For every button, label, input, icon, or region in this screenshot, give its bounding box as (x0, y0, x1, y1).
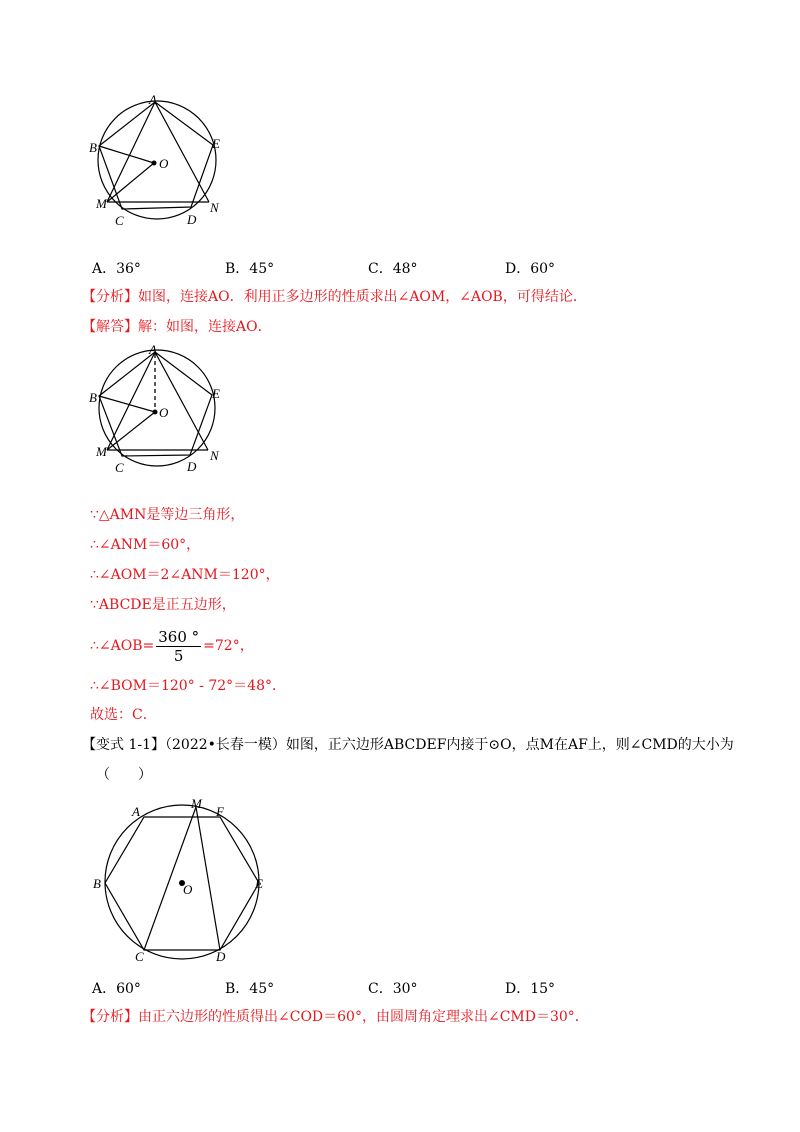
variant-question (82, 736, 734, 754)
option-d: D．60° (505, 261, 556, 277)
label-A: A (149, 92, 157, 107)
option-c: C．48° (368, 261, 418, 277)
figure-pentagon-1 (85, 90, 235, 235)
option-d-2: D．15° (505, 981, 556, 997)
solution-line-4: ∵ABCDE是正五边形， (90, 597, 236, 613)
option-b: B．45° (225, 261, 275, 277)
analysis-line-2 (82, 1008, 589, 1026)
label-O: O (159, 405, 169, 420)
variant-text: （2022•长春一模）如图，正六边形ABCDEF内接于⊙O，点M在AF上，则∠CMD的大小为 (165, 737, 734, 753)
analysis-tag-2: 【分析】 (82, 1009, 138, 1025)
label-F: F (216, 804, 224, 819)
fraction-prefix: ∴∠AOB= (90, 638, 155, 654)
label-D: D (216, 949, 226, 964)
label-C: C (115, 460, 124, 475)
variant-tag: 【变式 1-1】 (82, 737, 165, 753)
option-b-2: B．45° (225, 981, 275, 997)
label-B: B (89, 140, 97, 155)
label-O: O (159, 156, 169, 171)
label-C: C (135, 949, 144, 964)
label-B: B (89, 390, 97, 405)
label-N: N (210, 200, 219, 215)
analysis-text-2: 由正六边形的性质得出∠COD＝60°，由圆周角定理求出∠CMD＝30°． (138, 1009, 589, 1025)
label-E: E (255, 876, 263, 891)
label-O: O (183, 882, 193, 897)
label-N: N (210, 448, 219, 463)
answer-line-1 (82, 318, 272, 336)
label-M: M (96, 196, 107, 211)
solution-line-2: ∴∠ANM＝60°， (90, 537, 201, 553)
label-D: D (187, 212, 197, 227)
solution-line-final: ∴∠BOM＝120° - 72°＝48°． (90, 678, 286, 694)
analysis-tag: 【分析】 (82, 289, 138, 305)
fraction-suffix: =72°， (203, 638, 254, 654)
solution-line-3: ∴∠AOM＝2∠ANM＝120°， (90, 567, 280, 583)
label-A: A (132, 804, 140, 819)
variant-blank: （ ） (96, 767, 152, 783)
label-D: D (187, 459, 197, 474)
label-B: B (93, 876, 101, 891)
label-E: E (212, 136, 220, 151)
option-a-2: A．60° (92, 981, 141, 997)
label-E: E (212, 386, 220, 401)
figure-pentagon-2 (85, 340, 235, 480)
solution-line-1: ∵△AMN是等边三角形， (90, 507, 245, 523)
fraction (156, 628, 201, 665)
label-A: A (149, 342, 157, 357)
answer-text: 解：如图，连接AO． (138, 319, 272, 335)
answer-tag: 【解答】 (82, 319, 138, 335)
fraction-denominator: 5 (173, 646, 184, 665)
label-M: M (96, 444, 107, 459)
solution-line-fraction (90, 626, 254, 666)
option-a: A．36° (92, 261, 141, 277)
label-C: C (115, 213, 124, 228)
analysis-text: 如图，连接AO．利用正多边形的性质求出∠AOM，∠AOB，可得结论． (138, 289, 587, 305)
figure-hexagon (90, 790, 275, 965)
label-M: M (191, 796, 202, 811)
fraction-numerator: 360 ° (158, 627, 200, 646)
option-c-2: C．30° (368, 981, 418, 997)
analysis-line-1 (82, 288, 587, 306)
choice-line: 故选：C． (90, 707, 157, 723)
